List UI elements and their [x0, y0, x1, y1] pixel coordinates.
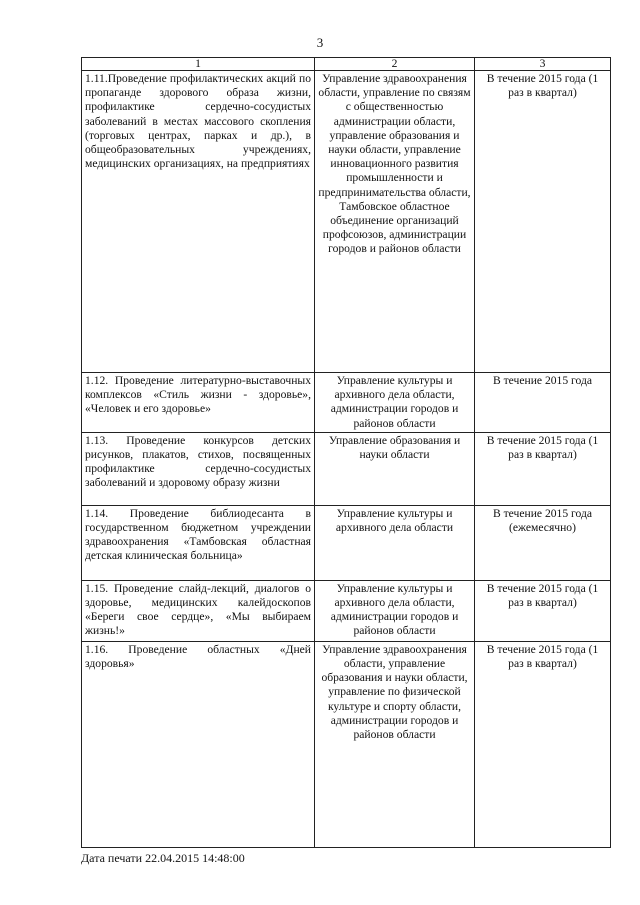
activity-cell: 1.12. Проведение литературно-выставочных комплексов «Стиль жизни - здоровье», «Человек и его здоровье»	[82, 373, 315, 433]
table-row	[82, 580, 611, 641]
activity-cell: 1.13. Проведение конкурсов детских рисунков, плакатов, стихов, посвященных профилактике сердечно-сосудистых заболеваний и здоровому образу жизни	[82, 432, 315, 505]
responsible-cell: Управление здравоохранения области, управление по связям с общественностью администрации области, управление образования и науки области, управление инновационного развития промышленности и предпринимательства области, Тамбовское областное объединение организаций профсоюзов, администрации городов и районов области	[315, 71, 475, 373]
plan-table	[81, 57, 611, 848]
table-row	[82, 641, 611, 847]
deadline-cell: В течение 2015 года	[475, 373, 611, 433]
table-row	[82, 71, 611, 373]
column-header: 3	[475, 58, 611, 71]
deadline-cell: В течение 2015 года (ежемесячно)	[475, 505, 611, 580]
activity-cell: 1.11.Проведение профилактических акций по пропаганде здорового образа жизни, профилактике сердечно-сосудистых заболеваний в местах массового скопления (торговых центрах, парках и др.), в общеобразовательных учреждениях, медицинских организациях, на предприятиях	[82, 71, 315, 373]
deadline-cell: В течение 2015 года (1 раз в квартал)	[475, 71, 611, 373]
responsible-cell: Управление культуры и архивного дела области, администрации городов и районов области	[315, 373, 475, 433]
header-row	[82, 58, 611, 71]
responsible-cell: Управление культуры и архивного дела области, администрации городов и районов области	[315, 580, 475, 641]
activity-cell: 1.16. Проведение областных «Дней здоровья»	[82, 641, 315, 847]
table-row	[82, 432, 611, 505]
print-date-footer: Дата печати 22.04.2015 14:48:00	[81, 851, 245, 865]
responsible-cell: Управление образования и науки области	[315, 432, 475, 505]
deadline-cell: В течение 2015 года (1 раз в квартал)	[475, 641, 611, 847]
page-number: 3	[316, 35, 324, 50]
deadline-cell: В течение 2015 года (1 раз в квартал)	[475, 432, 611, 505]
column-header: 1	[82, 58, 315, 71]
activity-cell: 1.14. Проведение библиодесанта в государственном бюджетном учреждении здравоохранения «Тамбовская областная детская клиническая больница»	[82, 505, 315, 580]
responsible-cell: Управление культуры и архивного дела области	[315, 505, 475, 580]
responsible-cell: Управление здравоохранения области, управление образования и науки области, управление по физической культуре и спорту области, администрации городов и районов области	[315, 641, 475, 847]
deadline-cell: В течение 2015 года (1 раз в квартал)	[475, 580, 611, 641]
table-row	[82, 505, 611, 580]
table-row	[82, 373, 611, 433]
activity-cell: 1.15. Проведение слайд-лекций, диалогов о здоровье, медицинских калейдоскопов «Береги свое сердце», «Мы выбираем жизнь!»	[82, 580, 315, 641]
column-header: 2	[315, 58, 475, 71]
